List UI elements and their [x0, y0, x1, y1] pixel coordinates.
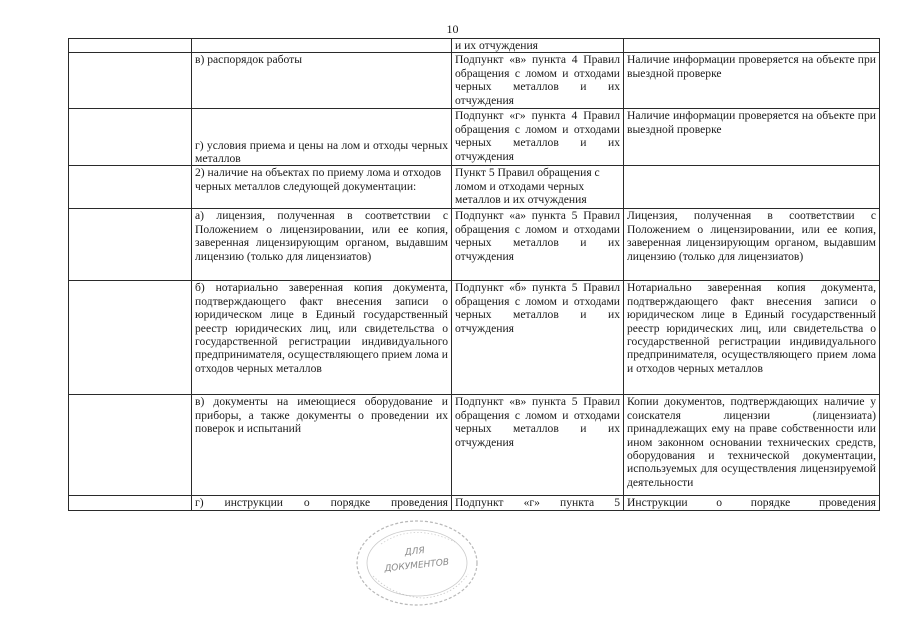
table-cell-legal-basis: Подпункт «г» пункта 4 Правил обращения с ломом и отходами черных металлов и их отчуждения: [452, 109, 624, 166]
table-cell-empty: [69, 109, 192, 166]
table-cell-check-method: [624, 166, 880, 209]
table-cell-requirement: в) документы на имеющиеся оборудование и приборы, а также документы о проведении их поверок и испытаний: [192, 395, 452, 496]
table-cell-check-method: Инструкции о порядке проведения: [624, 496, 880, 510]
table-cell-empty: [69, 39, 192, 53]
table-row: [69, 39, 880, 53]
table-cell-legal-basis: Подпункт «в» пункта 5 Правил обращения с ломом и отходами черных металлов и их отчуждения: [452, 395, 624, 496]
stamp-text-top: ДЛЯ: [404, 545, 426, 559]
table-row: [69, 209, 880, 281]
table-cell-requirement: а) лицензия, полученная в соответствии с Положением о лицензировании, или ее копия, заверенная лицензирующим органом, выдавшим лицензию (только для лицензиатов): [192, 209, 452, 281]
table-cell-legal-basis: Подпункт «г» пункта 5: [452, 496, 624, 510]
table-cell-empty: [69, 166, 192, 209]
table-cell-requirement: 2) наличие на объектах по приему лома и отходов черных металлов следующей документации:: [192, 166, 452, 209]
table-cell-requirement: г) инструкции о порядке проведения: [192, 496, 452, 510]
table-cell-legal-basis: Подпункт «в» пункта 4 Правил обращения с ломом и отходами черных металлов и их отчуждения: [452, 53, 624, 109]
table-cell-empty: [69, 395, 192, 496]
table-cell-legal-basis: Пункт 5 Правил обращения с ломом и отходами черных металлов и их отчуждения: [452, 166, 624, 209]
table-cell-empty: [69, 209, 192, 281]
table-cell-check-method: [624, 39, 880, 53]
table-cell-check-method: Нотариально заверенная копия документа, подтверждающего факт внесения записи о юридическом лице в Единый государственный реестр юридических лиц, или свидетельства о государственной регистрации индивидуального предпринимателя, осуществляющего прием лома и отходов черных металлов: [624, 281, 880, 395]
table-row: [69, 395, 880, 496]
table-cell-check-method: Наличие информации проверяется на объекте при выездной проверке: [624, 53, 880, 109]
table-cell-legal-basis: и их отчуждения: [452, 39, 624, 53]
table-cell-requirement: г) условия приема и цены на лом и отходы черных металлов: [192, 109, 452, 166]
table-cell-requirement: в) распорядок работы: [192, 53, 452, 109]
table-cell-check-method: Копии документов, подтверждающих наличие у соискателя лицензии (лицензиата) принадлежащих ему на праве собственности или ином законном основании технических средств, оборудования и технической документации, используемых для осуществления лицензируемой деятельности: [624, 395, 880, 496]
table-cell-check-method: Наличие информации проверяется на объекте при выездной проверке: [624, 109, 880, 166]
table-cell-requirement: [192, 39, 452, 53]
document-stamp: [353, 516, 481, 610]
table-cell-empty: [69, 53, 192, 109]
table-row: [69, 281, 880, 395]
table-cell-empty: [69, 496, 192, 510]
table-row: [69, 166, 880, 209]
page-number: 10: [446, 22, 459, 36]
table-row: [69, 109, 880, 166]
table-row: [69, 496, 880, 510]
stamp-text-bottom: ДОКУМЕНТОВ: [383, 557, 450, 575]
table-cell-legal-basis: Подпункт «б» пункта 5 Правил обращения с ломом и отходами черных металлов и их отчуждения: [452, 281, 624, 395]
table-cell-requirement: б) нотариально заверенная копия документа, подтверждающего факт внесения записи о юридическом лице в Единый государственный реестр юридических лиц, или свидетельства о государственной регистрации индивидуального предпринимателя, осуществляющего прием лома и отходов черных металлов: [192, 281, 452, 395]
table-cell-check-method: Лицензия, полученная в соответствии с Положением о лицензировании, или ее копия, заверенная лицензирующим органом, выдавшим лицензию (только для лицензиатов): [624, 209, 880, 281]
table-cell-legal-basis: Подпункт «а» пункта 5 Правил обращения с ломом и отходами черных металлов и их отчуждения: [452, 209, 624, 281]
table-row: [69, 53, 880, 109]
table-cell-empty: [69, 281, 192, 395]
requirements-table: [68, 38, 880, 511]
